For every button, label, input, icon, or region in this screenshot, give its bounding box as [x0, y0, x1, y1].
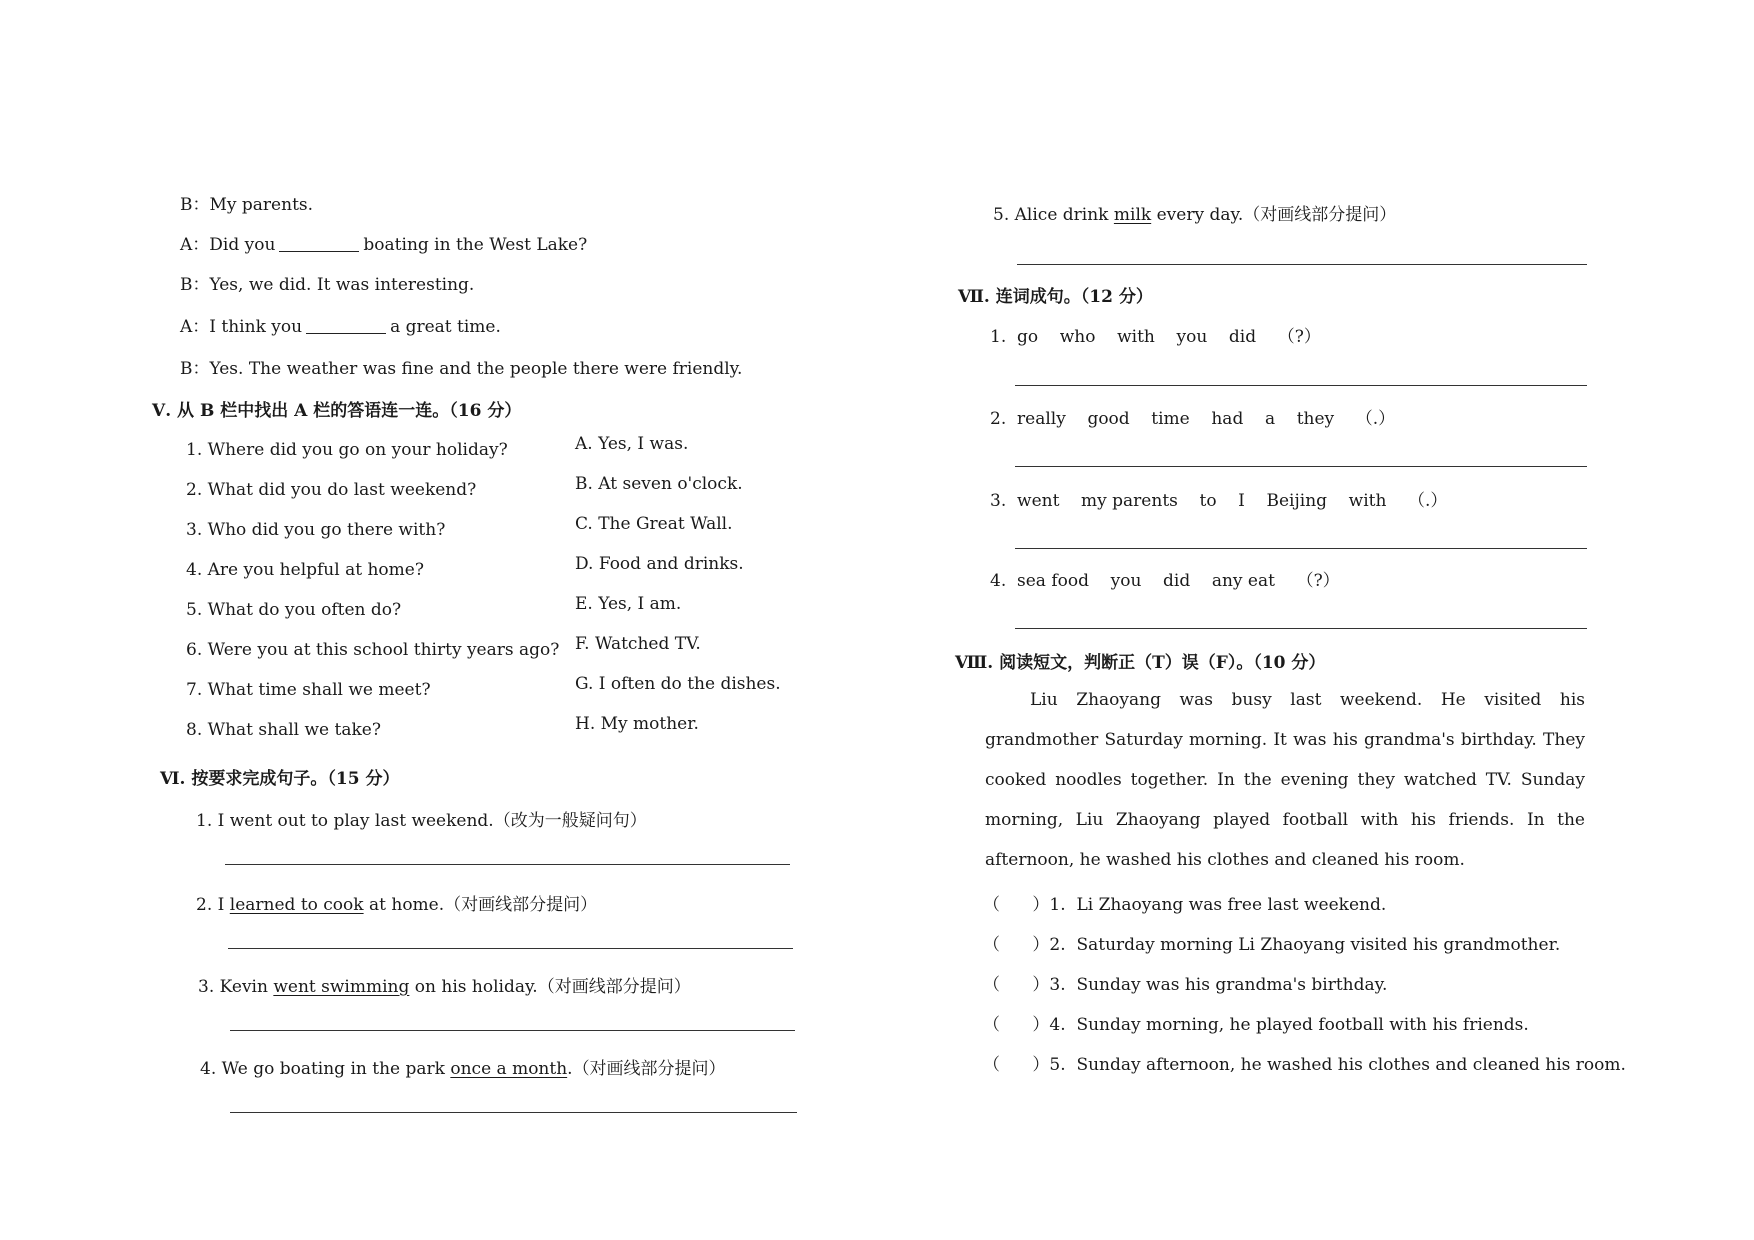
answer-line[interactable] [1015, 385, 1587, 386]
dialogue-line: B：My parents. [180, 195, 314, 215]
true-false-item: （ ）1. Li Zhaoyang was free last weekend. [983, 895, 1387, 915]
dialogue-line: A：Did you boating in the West Lake? [180, 235, 588, 255]
match-answer: H. My mother. [575, 714, 699, 734]
answer-line[interactable] [230, 1112, 797, 1113]
match-question: 8. What shall we take? [186, 720, 381, 740]
match-question: 4. Are you helpful at home? [186, 560, 424, 580]
rewrite-item: 5. Alice drink milk every day.（对画线部分提问） [993, 205, 1397, 225]
answer-line[interactable] [1015, 628, 1587, 629]
answer-line[interactable] [1015, 548, 1587, 549]
section-8-title: Ⅷ. 阅读短文，判断正（T）误（F）。（10 分） [955, 653, 1326, 673]
section-6-title: Ⅵ. 按要求完成句子。（15 分） [160, 769, 400, 789]
match-question: 7. What time shall we meet? [186, 680, 431, 700]
dialogue-line: B：Yes. The weather was fine and the people there were friendly. [180, 359, 743, 379]
match-answer: G. I often do the dishes. [575, 674, 781, 694]
answer-line[interactable] [228, 948, 793, 949]
true-false-item: （ ）3. Sunday was his grandma's birthday. [983, 975, 1388, 995]
answer-blank[interactable] [306, 332, 386, 334]
rewrite-item: 1. I went out to play last weekend.（改为一般疑问句） [196, 811, 647, 831]
answer-line[interactable] [1015, 466, 1587, 467]
answer-line[interactable] [230, 1030, 795, 1031]
rewrite-item: 2. I learned to cook at home.（对画线部分提问） [196, 895, 598, 915]
reading-passage: Liu Zhaoyang was busy last weekend. He visited his grandmother Saturday morning. It was his grandma's birthday. They cooked noodles together. In the evening they watched TV. Sunday morning, Liu Zhaoyang played football with his friends. In the afternoon, he washed his clothes and cleaned his room. [985, 690, 1585, 870]
word-order-item: 4. sea food you did any eat （?） [990, 571, 1340, 591]
match-answer: A. Yes, I was. [575, 434, 689, 454]
answer-line[interactable] [225, 864, 790, 865]
answer-blank[interactable] [279, 250, 359, 252]
section-5-title: Ⅴ. 从 B 栏中找出 A 栏的答语连一连。（16 分） [152, 401, 522, 421]
word-order-item: 2. really good time had a they （.） [990, 409, 1396, 429]
match-answer: B. At seven o'clock. [575, 474, 743, 494]
true-false-item: （ ）2. Saturday morning Li Zhaoyang visited his grandmother. [983, 935, 1561, 955]
match-question: 5. What do you often do? [186, 600, 402, 620]
match-question: 3. Who did you go there with? [186, 520, 446, 540]
match-answer: F. Watched TV. [575, 634, 701, 654]
dialogue-line: A：I think you a great time. [180, 317, 501, 337]
match-question: 2. What did you do last weekend? [186, 480, 477, 500]
match-answer: D. Food and drinks. [575, 554, 744, 574]
section-7-title: Ⅶ. 连词成句。（12 分） [958, 287, 1153, 307]
answer-line[interactable] [1017, 264, 1587, 265]
match-question: 6. Were you at this school thirty years ago? [186, 640, 560, 660]
word-order-item: 1. go who with you did （?） [990, 327, 1321, 347]
rewrite-item: 3. Kevin went swimming on his holiday.（对画线部分提问） [198, 977, 691, 997]
true-false-item: （ ）4. Sunday morning, he played football with his friends. [983, 1015, 1529, 1035]
match-question: 1. Where did you go on your holiday? [186, 440, 508, 460]
true-false-item: （ ）5. Sunday afternoon, he washed his clothes and cleaned his room. [983, 1055, 1626, 1075]
word-order-item: 3. went my parents to I Beijing with （.） [990, 491, 1448, 511]
rewrite-item: 4. We go boating in the park once a month.（对画线部分提问） [200, 1059, 726, 1079]
dialogue-line: B：Yes, we did. It was interesting. [180, 275, 475, 295]
match-answer: C. The Great Wall. [575, 514, 733, 534]
match-answer: E. Yes, I am. [575, 594, 682, 614]
